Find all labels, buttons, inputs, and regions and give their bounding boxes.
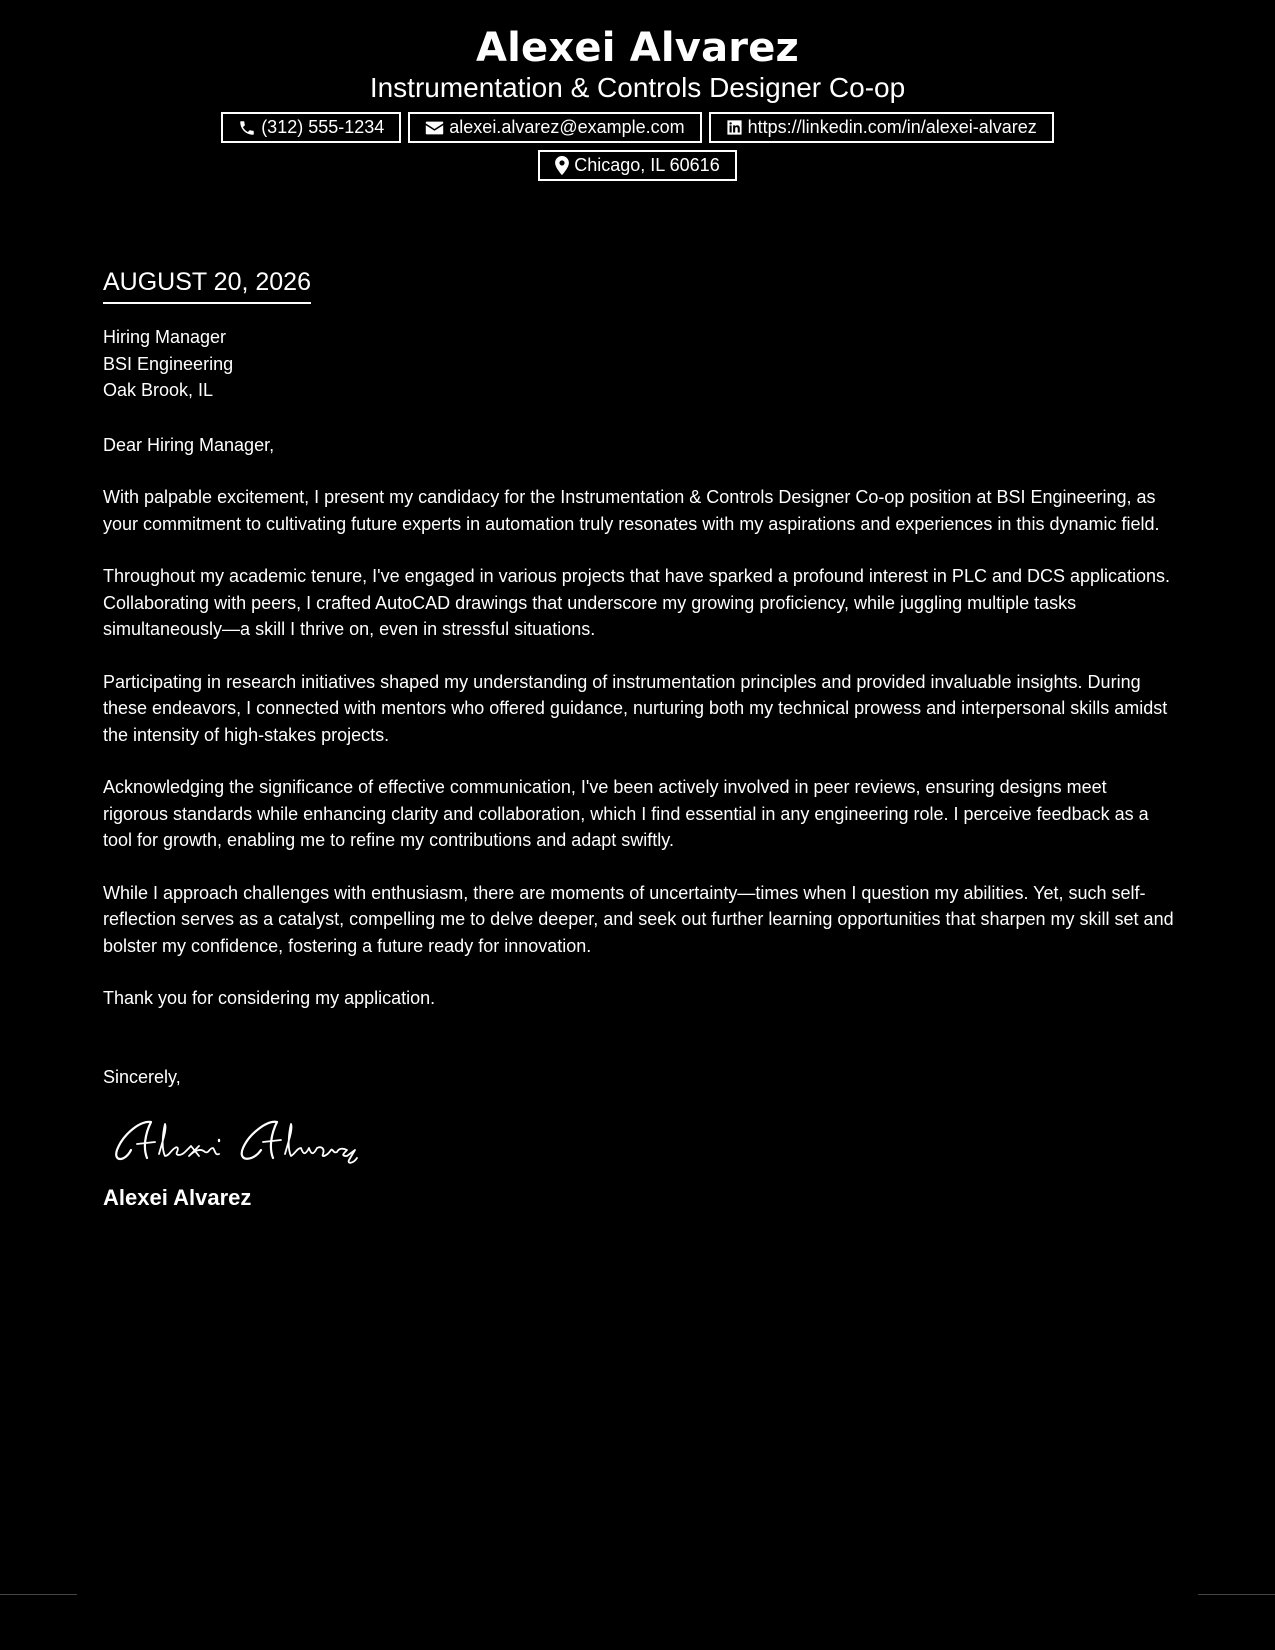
letter-paragraph: Thank you for considering my application.: [103, 988, 436, 1008]
contact-linkedin-text: https://linkedin.com/in/alexei-alvarez: [747, 117, 1037, 137]
recipient-title: Hiring Manager: [103, 327, 227, 347]
letter-header: [0, 22, 1275, 181]
contact-email[interactable]: [408, 112, 701, 143]
salutation: Dear Hiring Manager,: [103, 434, 275, 455]
letter-paragraph: Acknowledging the significance of effective communication, I've been actively involved in peer reviews, ensuring designs meet rigorous standards while enhancing clarity and collaboration, which I find essential in any engineering role. I perceive feedback as a tool for growth, enabling me to refine my contributions and adapt swiftly.: [103, 777, 1149, 850]
map-marker-icon: [555, 156, 569, 175]
contact-linkedin[interactable]: [709, 112, 1054, 143]
letter-paragraph: With palpable excitement, I present my candidacy for the Instrumentation & Controls Designer Co-op position at BSI Engineering, as your commitment to cultivating future experts in automation truly resonates with my aspirations and experiences in this dynamic field.: [103, 487, 1160, 534]
contact-location: [538, 150, 736, 181]
phone-icon: [238, 119, 256, 137]
applicant-role: Instrumentation & Controls Designer Co-op: [369, 72, 906, 103]
linkedin-icon: [726, 119, 743, 136]
signer-name: Alexei Alvarez: [103, 1185, 252, 1210]
contact-email-text: alexei.alvarez@example.com: [449, 117, 685, 137]
contact-phone[interactable]: [221, 112, 401, 143]
handwritten-signature: [111, 1110, 1175, 1172]
closing: Sincerely,: [103, 1066, 181, 1087]
footer-divider-left: [0, 1594, 77, 1595]
recipient-company: BSI Engineering: [103, 353, 234, 374]
letter-paragraph: While I approach challenges with enthusiasm, there are moments of uncertainty—times when I question my abilities. Yet, such self-reflection serves as a catalyst, compelling me to delve deeper, and seek out further learning opportunities that sharpen my skill set and bolster my confidence, fostering a future ready for innovation.: [103, 882, 1174, 956]
recipient-block: [103, 324, 1175, 404]
letter-body: [103, 266, 1175, 1212]
letter-paragraph: Participating in research initiatives shaped my understanding of instrumentation principles and provided invaluable insights. During these endeavors, I connected with mentors who offered guidance, nurturing both my technical prowess and interpersonal skills amidst the intensity of high-stakes projects.: [103, 671, 1168, 745]
contact-list: [138, 112, 1138, 181]
contact-phone-text: (312) 555-1234: [261, 117, 385, 137]
applicant-name: Alexei Alvarez: [475, 25, 800, 71]
letter-paragraph: Throughout my academic tenure, I've engaged in various projects that have sparked a profound interest in PLC and DCS applications. Collaborating with peers, I crafted AutoCAD drawings that underscore my growing proficiency, while juggling multiple tasks simultaneously—a skill I thrive on, even in stressful situations.: [103, 566, 1171, 639]
footer-divider-right: [1198, 1594, 1275, 1595]
envelope-icon: [425, 120, 444, 136]
recipient-location: Oak Brook, IL: [103, 380, 214, 400]
letter-date: AUGUST 20, 2026: [103, 266, 311, 304]
contact-location-text: Chicago, IL 60616: [574, 155, 720, 175]
